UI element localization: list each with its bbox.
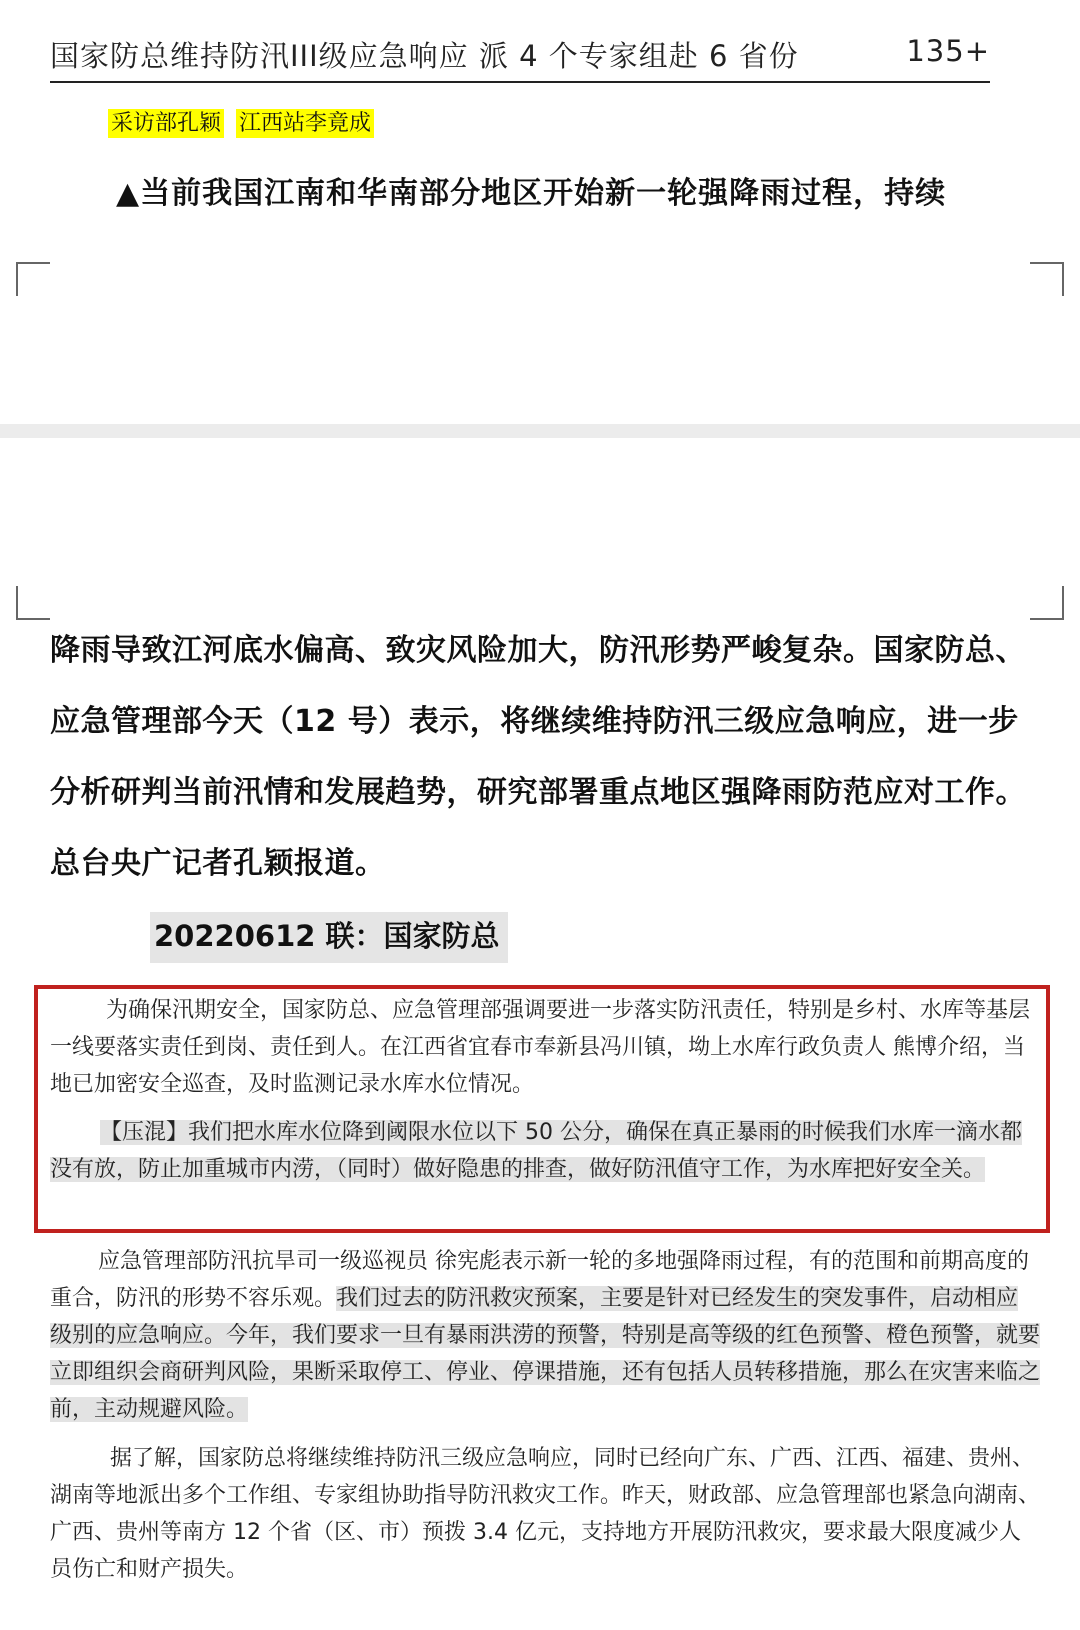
page-corner-mark <box>1030 262 1064 296</box>
paragraph <box>50 1243 1040 1428</box>
reporter-name: 江西站李竟成 <box>236 109 374 138</box>
dateline: 20220612 联：国家防总 <box>150 912 508 963</box>
byline <box>108 106 374 137</box>
quote-text: 【压混】我们把水库水位降到阈限水位以下 50 公分，确保在真正暴雨的时候我们水库一滴水都没有放，防止加重城市内涝，（同时）做好隐患的排查，做好防汛值守工作，为水库把好安全关。 <box>50 1120 1022 1182</box>
quote-paragraph <box>50 1114 1040 1188</box>
quote-text: 我们过去的防汛救灾预案，主要是针对已经发生的突发事件，启动相应级别的应急响应。今年，我们要求一旦有暴雨洪涝的预警，特别是高等级的红色预警、橙色预警，就要立即组织会商研判风险，果断采取停工、停业、停课措施，还有包括人员转移措施，那么在灾害来临之前，主动规避风险。 <box>50 1286 1041 1422</box>
page-break <box>0 424 1080 438</box>
page-corner-mark <box>16 586 50 620</box>
paragraph: 为确保汛期安全，国家防总、应急管理部强调要进一步落实防汛责任，特别是乡村、水库等基层一线要落实责任到岗、责任到人。在江西省宜春市奉新县冯川镇，坳上水库行政负责人 熊博介绍，当地已加密安全巡查，及时监测记录水库水位情况。 <box>50 998 1031 1097</box>
lead-continuation: 降雨导致江河底水偏高、致灾风险加大，防汛形势严峻复杂。国家防总、应急管理部今天（12 号）表示，将继续维持防汛三级应急响应，进一步分析研判当前汛情和发展趋势，研究部署重点地区强降雨防范应对工作。总台央广记者孔颖报道。 <box>50 633 1026 881</box>
page-corner-mark <box>16 262 50 296</box>
reporter-name: 采访部孔颖 <box>108 109 224 138</box>
headline <box>50 34 990 83</box>
lead-first-line: ▲当前我国江南和华南部分地区开始新一轮强降雨过程，持续 <box>116 176 947 211</box>
paragraph: 据了解，国家防总将继续维持防汛三级应急响应，同时已经向广东、广西、江西、福建、贵州、湖南等地派出多个工作组、专家组协助指导防汛救灾工作。昨天，财政部、应急管理部也紧急向湖南、广西、贵州等南方 12 个省（区、市）预拨 3.4 亿元，支持地方开展防汛救灾，要求最大限度减少人员伤亡和财产损失。 <box>50 1446 1041 1582</box>
headline-title: 国家防总维持防汛III级应急响应 派 4 个专家组赴 6 省份 <box>50 39 799 73</box>
headline-number: 135+ <box>906 34 990 68</box>
paragraph-text: 应急管理部防汛抗旱司一级巡视员 徐宪彪表示新一轮的多地强降雨过程，有的范围和前期高度的重合，防汛的形势不容乐观。 <box>50 1249 1029 1311</box>
